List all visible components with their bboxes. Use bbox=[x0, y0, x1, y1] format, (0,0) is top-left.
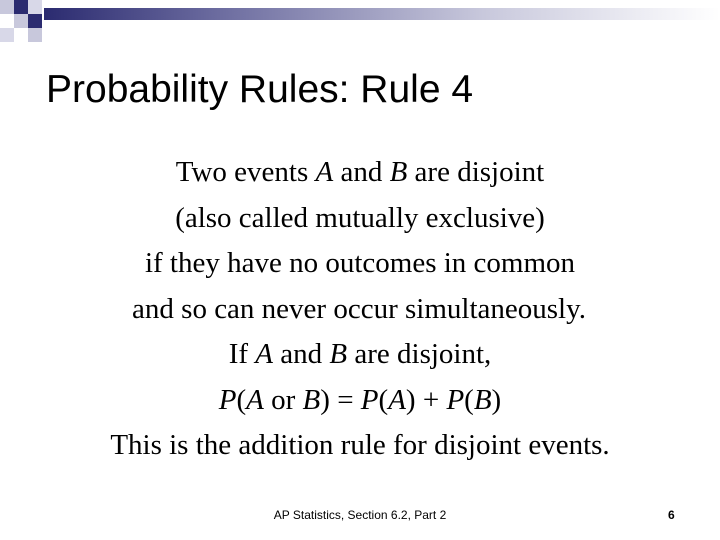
header-band bbox=[0, 0, 720, 44]
body-line-1 bbox=[0, 150, 720, 196]
slide-body bbox=[0, 150, 720, 469]
prob-symbol: P bbox=[218, 383, 237, 416]
variable-b: B bbox=[302, 383, 321, 416]
paren: ( bbox=[464, 383, 474, 416]
band-square-2 bbox=[14, 0, 28, 14]
or-word: or bbox=[263, 383, 303, 416]
paren: ) bbox=[491, 383, 502, 416]
slide-footer: AP Statistics, Section 6.2, Part 2 bbox=[273, 508, 447, 522]
addition-rule-formula bbox=[0, 378, 720, 424]
band-square-5 bbox=[28, 14, 42, 28]
prob-symbol: P bbox=[446, 383, 465, 416]
variable-b: B bbox=[473, 383, 492, 416]
text-segment: and bbox=[333, 156, 390, 188]
paren: ) bbox=[405, 383, 416, 416]
paren: ( bbox=[236, 383, 247, 416]
body-line-5 bbox=[0, 332, 720, 378]
plus-sign: + bbox=[415, 383, 447, 416]
band-gradient-bar bbox=[44, 8, 720, 20]
text-segment: are disjoint, bbox=[347, 338, 492, 370]
band-square-7 bbox=[28, 28, 42, 42]
variable-a: A bbox=[388, 383, 406, 416]
variable-a: A bbox=[315, 156, 334, 188]
band-square-6 bbox=[0, 28, 14, 42]
paren: ( bbox=[378, 383, 389, 416]
variable-b: B bbox=[329, 338, 348, 370]
text-segment: and bbox=[273, 338, 330, 370]
prob-symbol: P bbox=[360, 383, 379, 416]
band-square-1 bbox=[0, 0, 14, 14]
band-square-3 bbox=[28, 0, 42, 14]
body-line-3: if they have no outcomes in common bbox=[144, 247, 576, 279]
variable-a: A bbox=[255, 338, 274, 370]
page-number: 6 bbox=[668, 508, 675, 522]
variable-a: A bbox=[246, 383, 264, 416]
variable-b: B bbox=[389, 156, 408, 188]
text-segment: Two events bbox=[175, 156, 316, 188]
slide-title: Probability Rules: Rule 4 bbox=[46, 68, 474, 111]
body-line-2: (also called mutually exclusive) bbox=[175, 201, 545, 234]
equals-sign: = bbox=[329, 383, 361, 416]
body-line-4: and so can never occur simultaneously. bbox=[132, 292, 586, 325]
text-segment: are disjoint bbox=[407, 156, 545, 188]
text-segment: If bbox=[228, 338, 256, 370]
paren: ) bbox=[320, 383, 330, 416]
body-line-7: This is the addition rule for disjoint events. bbox=[110, 429, 610, 461]
band-square-4 bbox=[14, 14, 28, 28]
